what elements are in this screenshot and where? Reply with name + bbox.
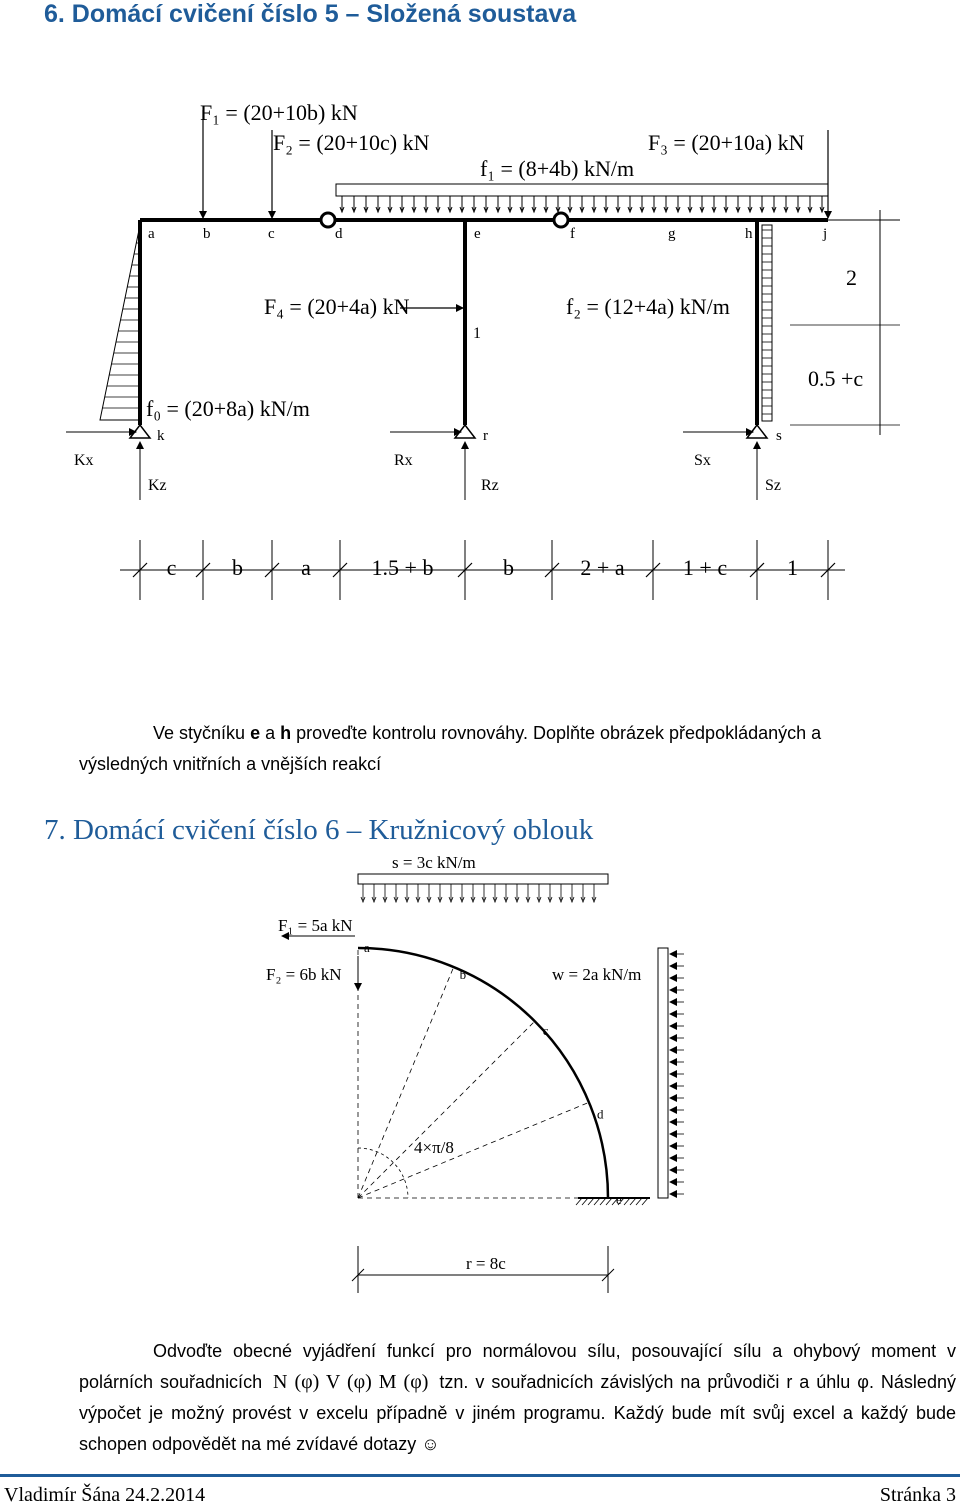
radius-label: r = 8c: [466, 1254, 506, 1273]
radius-ray: [358, 1102, 589, 1198]
angle-label: 4×π/8: [414, 1138, 454, 1157]
figure-circular-arch: [0, 848, 960, 1308]
Sx-label: Sx: [694, 452, 711, 469]
node-s: s: [776, 428, 782, 444]
polar-functions: N (φ) V (φ) M (φ): [273, 1371, 429, 1393]
dim-segment-5: b: [503, 555, 514, 580]
paragraph-exercise-5: Ve styčníku e a h proveďte kontrolu rovnováhy. Doplňte obrázek předpokládaných a výsledných vnitřních a vnějších reakcí: [79, 723, 822, 774]
paragraph-exercise-6: Odvoďte obecné vyjádření funkcí pro normálovou sílu, posouvající sílu a ohybový moment v polárních souřadnicích N (φ) V (φ) M (φ) tzn. v souřadnicích závislých na průvodiči r a úhlu φ. Následný výpočet je možný provést v excelu případně v jiném programu. Každý bude mít svůj excel a každý bude schopen odpovědět na mé zvídavé dotazy ☺: [79, 1341, 956, 1454]
dim-segment-3: a: [301, 555, 311, 580]
heading-exercise-6: 7. Domácí cvičení číslo 6 – Kružnicový oblouk: [44, 814, 594, 846]
node-j: j: [823, 226, 828, 242]
node-k: k: [157, 428, 165, 444]
node-g: g: [668, 226, 676, 242]
footer-page-number: Stránka 3: [879, 1484, 956, 1506]
footer-divider: [0, 1474, 960, 1477]
footer-author-date: Vladimír Šána 24.2.2014: [4, 1484, 206, 1506]
figure-composite-structure: [0, 60, 960, 620]
f0-label: f₀ = (20+8a) kN/m: [146, 396, 310, 421]
node-f: f: [570, 226, 575, 242]
arch-point-a: a: [364, 940, 370, 955]
dim-segment-2: b: [232, 555, 243, 580]
dim-segment-6: 2 + a: [580, 555, 625, 580]
Kz-label: Kz: [148, 477, 167, 494]
heading-exercise-5: 6. Domácí cvičení číslo 5 – Složená soustava: [44, 0, 577, 28]
F4-label: F₄ = (20+4a) kN: [264, 294, 410, 319]
node-e: e: [474, 226, 481, 242]
Rx-label: Rx: [394, 452, 413, 469]
F2-arch-label: F₂ = 6b kN: [266, 965, 342, 984]
Rz-label: Rz: [481, 477, 499, 494]
node-h: h: [745, 226, 753, 242]
F3-label: F₃ = (20+10a) kN: [648, 130, 805, 155]
node-a: a: [148, 226, 155, 242]
node-b: b: [203, 226, 211, 242]
arch-point-b: b: [459, 967, 467, 983]
arch-point-c: c: [542, 1023, 549, 1039]
dim-segment-1: c: [166, 555, 177, 580]
arch-point-d: d: [596, 1106, 604, 1122]
arch-point-e: e: [616, 1192, 622, 1207]
Sz-label: Sz: [765, 477, 781, 494]
dim-segment-4: 1.5 + b: [371, 555, 434, 580]
node-d: d: [335, 226, 343, 242]
dim-v-2: 0.5 +c: [808, 366, 864, 391]
F1-arch-label: F₁ = 5a kN: [278, 916, 353, 935]
radius-ray: [358, 1021, 535, 1198]
w-load-label: w = 2a kN/m: [552, 965, 642, 984]
f2-label: f₂ = (12+4a) kN/m: [566, 294, 730, 319]
f1-label: f₁ = (8+4b) kN/m: [480, 156, 635, 181]
dim-segment-8: 1: [787, 555, 798, 580]
dim-segment-7: 1 + c: [682, 555, 728, 580]
node-c: c: [268, 226, 275, 242]
F2-label: F₂ = (20+10c) kN: [273, 130, 430, 155]
radius-ray: [358, 967, 454, 1198]
dim-v-1: 2: [846, 265, 857, 290]
F1-label: F₁ = (20+10b) kN: [200, 100, 358, 125]
Kx-label: Kx: [74, 452, 94, 469]
s-load-label: s = 3c kN/m: [392, 853, 476, 872]
node-r: r: [483, 428, 488, 444]
column-length-label: 1: [473, 325, 481, 342]
